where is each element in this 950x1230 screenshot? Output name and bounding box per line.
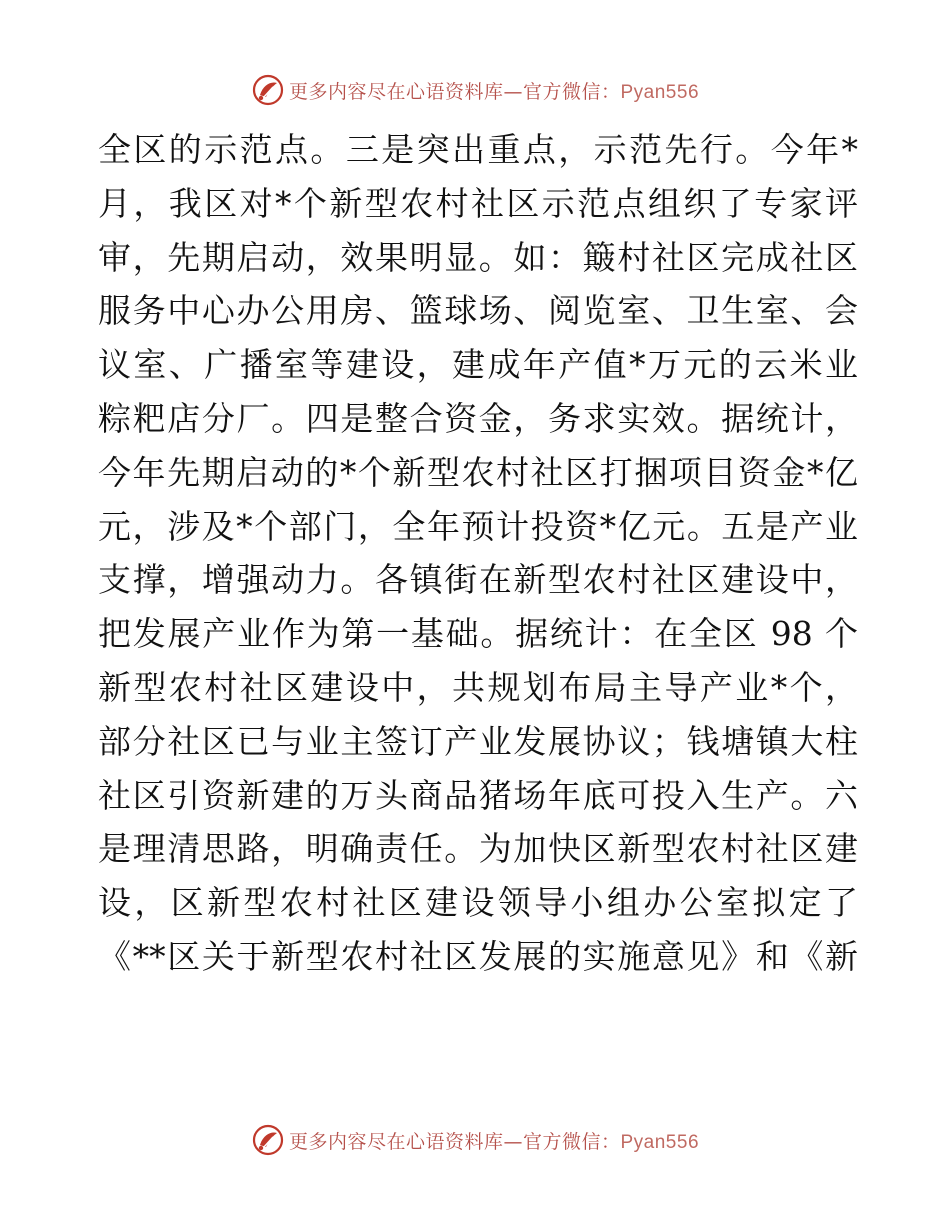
- banner-wechat-label: 官方微信：: [522, 1130, 621, 1153]
- text-line: 今年先期启动的*个新型农村社区打捆项目资金*亿: [98, 452, 858, 492]
- document-body: [98, 123, 858, 984]
- banner-wechat-label: 官方微信：: [522, 80, 621, 103]
- text-line: 是理清思路，明确责任。为加快区新型农村社区建: [98, 829, 858, 869]
- banner-site-text: 更多内容尽在心语资料库: [288, 1130, 504, 1153]
- banner-wechat-id: Pyan556: [620, 1131, 700, 1153]
- text-line: 《**区关于新型农村社区发展的实施意见》和《新: [98, 936, 858, 976]
- banner-dash: —: [503, 1130, 523, 1153]
- text-line: 议室、广播室等建设，建成年产值*万元的云米业: [98, 345, 858, 385]
- library-logo-icon: [251, 1123, 285, 1157]
- text-line: 设，区新型农村社区建设领导小组办公室拟定了: [98, 883, 858, 923]
- text-line: 支撑，增强动力。各镇街在新型农村社区建设中，: [98, 560, 858, 600]
- text-line: 把发展产业作为第一基础。据统计：在全区 98 个: [98, 614, 858, 654]
- footer-banner: [0, 1120, 950, 1160]
- library-logo-icon: [251, 73, 285, 107]
- text-line: 元，涉及*个部门，全年预计投资*亿元。五是产业: [98, 506, 858, 546]
- header-banner: [0, 70, 950, 110]
- text-line: 审，先期启动，效果明显。如：簸村社区完成社区: [98, 237, 858, 277]
- banner-wechat-id: Pyan556: [620, 81, 700, 103]
- text-line: 社区引资新建的万头商品猪场年底可投入生产。六: [98, 775, 858, 815]
- text-line: 全区的示范点。三是突出重点，示范先行。今年*: [98, 130, 858, 169]
- banner-dash: —: [503, 80, 523, 103]
- text-line: 服务中心办公用房、篮球场、阅览室、卫生室、会: [98, 291, 858, 331]
- text-line: 新型农村社区建设中，共规划布局主导产业*个，: [98, 667, 858, 707]
- text-line: 月，我区对*个新型农村社区示范点组织了专家评: [98, 183, 858, 223]
- text-line: 部分社区已与业主签订产业发展协议；钱塘镇大柱: [98, 721, 858, 761]
- text-line: 粽粑店分厂。四是整合资金，务求实效。据统计，: [98, 398, 858, 438]
- banner-site-text: 更多内容尽在心语资料库: [288, 80, 504, 103]
